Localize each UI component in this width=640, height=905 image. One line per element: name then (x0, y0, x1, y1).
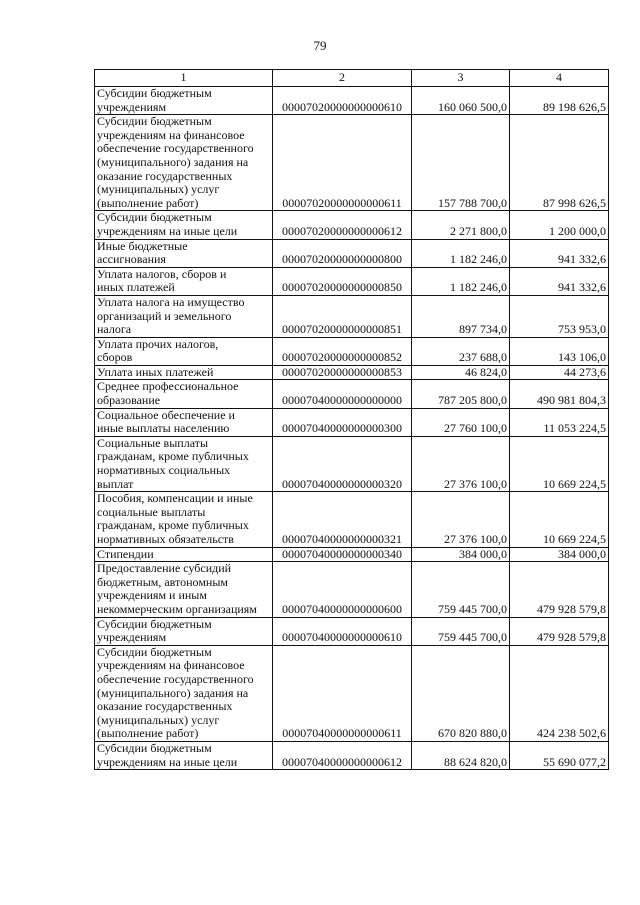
row-executed-cell: 941 332,6 (510, 239, 609, 267)
row-name-cell: Предоставление субсидий бюджетным, автономным учреждениям и иным некоммерческим организациям (95, 562, 273, 617)
row-name-cell: Среднее профессиональное образование (95, 380, 273, 408)
row-code-cell: 00007040000000000610 (273, 617, 412, 645)
row-code-cell: 00007020000000000851 (273, 295, 412, 337)
row-name-cell: Социальное обеспечение и иные выплаты населению (95, 408, 273, 436)
row-code-cell: 00007020000000000850 (273, 267, 412, 295)
row-executed-cell: 44 273,6 (510, 365, 609, 380)
page-number: 79 (313, 38, 327, 53)
row-plan-cell: 759 445 700,0 (412, 562, 510, 617)
row-code-cell: 00007040000000000320 (273, 436, 412, 491)
row-executed-cell: 753 953,0 (510, 295, 609, 337)
row-code-cell: 00007020000000000611 (273, 115, 412, 211)
table-row (95, 645, 609, 741)
row-executed-cell: 10 669 224,5 (510, 436, 609, 491)
row-name-cell: Субсидии бюджетным учреждениям на финансовое обеспечение государственного (муниципального) задания на оказание государственных (муниципальных) услуг (выполнение работ) (95, 645, 273, 741)
row-executed-cell: 941 332,6 (510, 267, 609, 295)
table-row (95, 408, 609, 436)
row-executed-cell: 479 928 579,8 (510, 617, 609, 645)
table-row (95, 211, 609, 239)
row-executed-cell: 1 200 000,0 (510, 211, 609, 239)
row-executed-cell: 143 106,0 (510, 337, 609, 365)
row-name-cell: Субсидии бюджетным учреждениям (95, 617, 273, 645)
row-code-cell: 00007040000000000612 (273, 741, 412, 769)
row-executed-cell: 490 981 804,3 (510, 380, 609, 408)
row-code-cell: 00007040000000000300 (273, 408, 412, 436)
row-name-cell: Уплата налогов, сборов и иных платежей (95, 267, 273, 295)
row-plan-cell: 2 271 800,0 (412, 211, 510, 239)
table-row (95, 295, 609, 337)
row-name-cell: Уплата прочих налогов, сборов (95, 337, 273, 365)
row-code-cell: 00007020000000000800 (273, 239, 412, 267)
row-name-cell: Уплата иных платежей (95, 365, 273, 380)
row-code-cell: 00007040000000000611 (273, 645, 412, 741)
table-row (95, 436, 609, 491)
row-executed-cell: 55 690 077,2 (510, 741, 609, 769)
header-col-2: 2 (273, 70, 412, 87)
header-col-1: 1 (95, 70, 273, 87)
row-executed-cell: 11 053 224,5 (510, 408, 609, 436)
row-executed-cell: 87 998 626,5 (510, 115, 609, 211)
row-executed-cell: 479 928 579,8 (510, 562, 609, 617)
table-row (95, 741, 609, 769)
row-plan-cell: 46 824,0 (412, 365, 510, 380)
row-plan-cell: 897 734,0 (412, 295, 510, 337)
row-name-cell: Уплата налога на имущество организаций и земельного налога (95, 295, 273, 337)
row-name-cell: Субсидии бюджетным учреждениям (95, 87, 273, 115)
row-executed-cell: 424 238 502,6 (510, 645, 609, 741)
row-code-cell: 00007040000000000340 (273, 547, 412, 562)
row-plan-cell: 88 624 820,0 (412, 741, 510, 769)
row-plan-cell: 237 688,0 (412, 337, 510, 365)
row-plan-cell: 157 788 700,0 (412, 115, 510, 211)
row-plan-cell: 670 820 880,0 (412, 645, 510, 741)
row-executed-cell: 89 198 626,5 (510, 87, 609, 115)
table-row (95, 617, 609, 645)
row-plan-cell: 27 376 100,0 (412, 492, 510, 547)
row-name-cell: Социальные выплаты гражданам, кроме публичных нормативных социальных выплат (95, 436, 273, 491)
table-row (95, 562, 609, 617)
row-name-cell: Субсидии бюджетным учреждениям на финансовое обеспечение государственного (муниципального) задания на оказание государственных (муниципальных) услуг (выполнение работ) (95, 115, 273, 211)
row-code-cell: 00007020000000000852 (273, 337, 412, 365)
row-plan-cell: 27 760 100,0 (412, 408, 510, 436)
row-plan-cell: 787 205 800,0 (412, 380, 510, 408)
row-code-cell: 00007020000000000853 (273, 365, 412, 380)
row-plan-cell: 160 060 500,0 (412, 87, 510, 115)
row-executed-cell: 10 669 224,5 (510, 492, 609, 547)
table-row (95, 492, 609, 547)
row-code-cell: 00007020000000000612 (273, 211, 412, 239)
budget-table (94, 69, 609, 770)
table-row (95, 239, 609, 267)
row-plan-cell: 759 445 700,0 (412, 617, 510, 645)
row-code-cell: 00007020000000000610 (273, 87, 412, 115)
row-name-cell: Стипендии (95, 547, 273, 562)
table-row (95, 87, 609, 115)
row-name-cell: Иные бюджетные ассигнования (95, 239, 273, 267)
header-col-3: 3 (412, 70, 510, 87)
table-row (95, 267, 609, 295)
table-row (95, 337, 609, 365)
row-code-cell: 00007040000000000000 (273, 380, 412, 408)
row-name-cell: Субсидии бюджетным учреждениям на иные цели (95, 211, 273, 239)
table-row (95, 380, 609, 408)
row-plan-cell: 384 000,0 (412, 547, 510, 562)
table-row (95, 115, 609, 211)
header-row (95, 70, 609, 87)
row-name-cell: Субсидии бюджетным учреждениям на иные цели (95, 741, 273, 769)
row-name-cell: Пособия, компенсации и иные социальные выплаты гражданам, кроме публичных нормативных обязательств (95, 492, 273, 547)
row-executed-cell: 384 000,0 (510, 547, 609, 562)
row-code-cell: 00007040000000000321 (273, 492, 412, 547)
row-plan-cell: 27 376 100,0 (412, 436, 510, 491)
header-col-4: 4 (510, 70, 609, 87)
row-plan-cell: 1 182 246,0 (412, 267, 510, 295)
table-row (95, 365, 609, 380)
row-plan-cell: 1 182 246,0 (412, 239, 510, 267)
row-code-cell: 00007040000000000600 (273, 562, 412, 617)
table-row (95, 547, 609, 562)
